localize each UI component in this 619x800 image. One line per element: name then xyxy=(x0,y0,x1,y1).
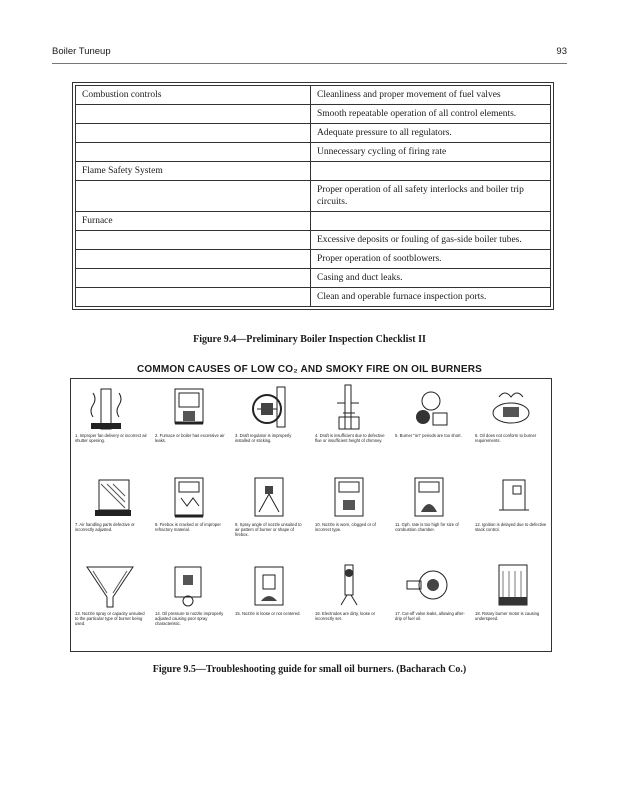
checklist-category xyxy=(76,231,311,249)
checklist-item: Excessive deposits or fouling of gas-side boiler tubes. xyxy=(317,235,522,245)
burner-illustration xyxy=(153,472,227,520)
burner-cause-text: 5. Burner "on" periods are too short. xyxy=(395,433,462,438)
burner-illustration xyxy=(473,383,547,431)
burner-illustration xyxy=(313,472,387,520)
burner-cause-panel xyxy=(471,561,551,649)
guide-title: COMMON CAUSES OF LOW CO₂ AND SMOKY FIRE ON OIL BURNERS xyxy=(136,364,483,375)
burner-cause-text: 2. Furnace or boiler has excessive air leaks. xyxy=(155,433,225,443)
checklist-category xyxy=(76,250,311,268)
checklist-category: Furnace xyxy=(76,212,311,230)
checklist-row xyxy=(76,250,550,269)
checklist-category xyxy=(76,124,311,142)
burner-cause-text: 12. Ignition is delayed due to defective stack control. xyxy=(475,522,547,532)
checklist-row xyxy=(76,162,550,181)
checklist-item: Proper operation of all safety interlocks and boiler trip circuits. xyxy=(317,185,524,207)
checklist-item xyxy=(311,212,550,230)
inspection-checklist-table xyxy=(75,85,551,307)
burner-cause-panel xyxy=(151,383,231,471)
burner-illustration xyxy=(473,561,547,609)
burner-cause-panel xyxy=(71,561,151,649)
checklist-item: Unnecessary cycling of firing rate xyxy=(317,147,447,157)
burner-illustration xyxy=(233,561,307,609)
header-rule xyxy=(52,63,567,64)
burner-illustration xyxy=(73,383,147,431)
burner-illustration xyxy=(153,561,227,609)
burner-cause-panel xyxy=(71,383,151,471)
burner-cause-text: 3. Draft regulator is improperly installed or sticking. xyxy=(235,433,292,443)
running-title: Boiler Tuneup xyxy=(52,46,111,57)
burner-cause-panel xyxy=(311,472,391,560)
checklist-item: Clean and operable furnace inspection ports. xyxy=(317,292,487,302)
checklist-item: Casing and duct leaks. xyxy=(317,273,403,283)
burner-cause-panel xyxy=(391,383,471,471)
checklist-category xyxy=(76,288,311,306)
figure-9-4-caption: Figure 9.4—Preliminary Boiler Inspection Checklist II xyxy=(193,334,426,345)
page-header xyxy=(52,46,567,60)
burner-cause-text: 11. Gph. rate is too high for size of combustion chamber. xyxy=(395,522,459,532)
burner-cause-text: 4. Draft is insufficient due to defective flue or insufficient height of chimney. xyxy=(315,433,385,443)
burner-cause-text: 10. Nozzle is worn, clogged or of incorrect type. xyxy=(315,522,376,532)
troubleshooting-guide xyxy=(70,378,552,652)
burner-cause-panel xyxy=(231,383,311,471)
checklist-item: Smooth repeatable operation of all control elements. xyxy=(317,109,517,119)
burner-illustration xyxy=(233,472,307,520)
burner-illustration xyxy=(473,472,547,520)
checklist-category: Flame Safety System xyxy=(76,162,311,180)
burner-cause-panel xyxy=(71,472,151,560)
burner-cause-panel xyxy=(231,561,311,649)
burner-cause-text: 18. Rotary burner motor is causing underspeed. xyxy=(475,611,540,621)
checklist-item: Cleanliness and proper movement of fuel valves xyxy=(317,90,501,100)
checklist-row xyxy=(76,231,550,250)
burner-illustration xyxy=(313,383,387,431)
checklist-row xyxy=(76,86,550,105)
burner-cause-text: 1. Improper fan delivery or incorrect air shutter opening. xyxy=(75,433,147,443)
checklist-category xyxy=(76,181,311,211)
burner-illustration xyxy=(313,561,387,609)
burner-cause-text: 13. Nozzle spray or capacity unsuited to the particular type of burner being used. xyxy=(75,611,145,626)
checklist-row xyxy=(76,269,550,288)
burner-illustration xyxy=(393,472,467,520)
burner-cause-panel xyxy=(391,472,471,560)
burner-cause-panel xyxy=(231,472,311,560)
burner-cause-text: 17. Cut-off valve leaks, allowing after-drip of fuel oil. xyxy=(395,611,465,621)
burner-illustration xyxy=(393,561,467,609)
burner-cause-text: 9. Spray angle of nozzle unsuited to air pattern of burner or shape of firebox. xyxy=(235,522,302,537)
burner-cause-panel xyxy=(471,383,551,471)
checklist-item xyxy=(311,162,550,180)
burner-cause-panel xyxy=(391,561,471,649)
checklist-row xyxy=(76,181,550,212)
burner-cause-text: 6. Oil does not conform to burner requirements. xyxy=(475,433,537,443)
checklist-row xyxy=(76,143,550,162)
burner-illustration xyxy=(233,383,307,431)
burner-cause-text: 15. Nozzle is loose or not centered. xyxy=(235,611,301,616)
burner-cause-panel xyxy=(151,561,231,649)
checklist-item: Proper operation of sootblowers. xyxy=(317,254,442,264)
burner-cause-text: 14. Oil pressure to nozzle improperly adjusted causing poor spray characteristic. xyxy=(155,611,224,626)
checklist-category: Combustion controls xyxy=(76,86,311,104)
burner-illustration xyxy=(73,561,147,609)
checklist-category xyxy=(76,143,311,161)
burner-cause-text: 7. Air handling parts defective or incorrectly adjusted. xyxy=(75,522,135,532)
burner-cause-text: 8. Firebox is cracked or of improper refractory material. xyxy=(155,522,221,532)
page-number: 93 xyxy=(556,46,567,57)
burner-illustration xyxy=(153,383,227,431)
burner-cause-text: 16. Electrodes are dirty, loose or incorrectly set. xyxy=(315,611,375,621)
checklist-item: Adequate pressure to all regulators. xyxy=(317,128,452,138)
burner-cause-panel xyxy=(311,383,391,471)
checklist-row xyxy=(76,105,550,124)
checklist-row xyxy=(76,212,550,231)
burner-illustration xyxy=(393,383,467,431)
burner-cause-panel xyxy=(471,472,551,560)
checklist-category xyxy=(76,105,311,123)
checklist-row xyxy=(76,124,550,143)
burner-cause-panel xyxy=(311,561,391,649)
checklist-category xyxy=(76,269,311,287)
burner-illustration xyxy=(73,472,147,520)
figure-9-5-caption: Figure 9.5—Troubleshooting guide for small oil burners. (Bacharach Co.) xyxy=(152,664,467,675)
checklist-row xyxy=(76,288,550,306)
burner-cause-panel xyxy=(151,472,231,560)
